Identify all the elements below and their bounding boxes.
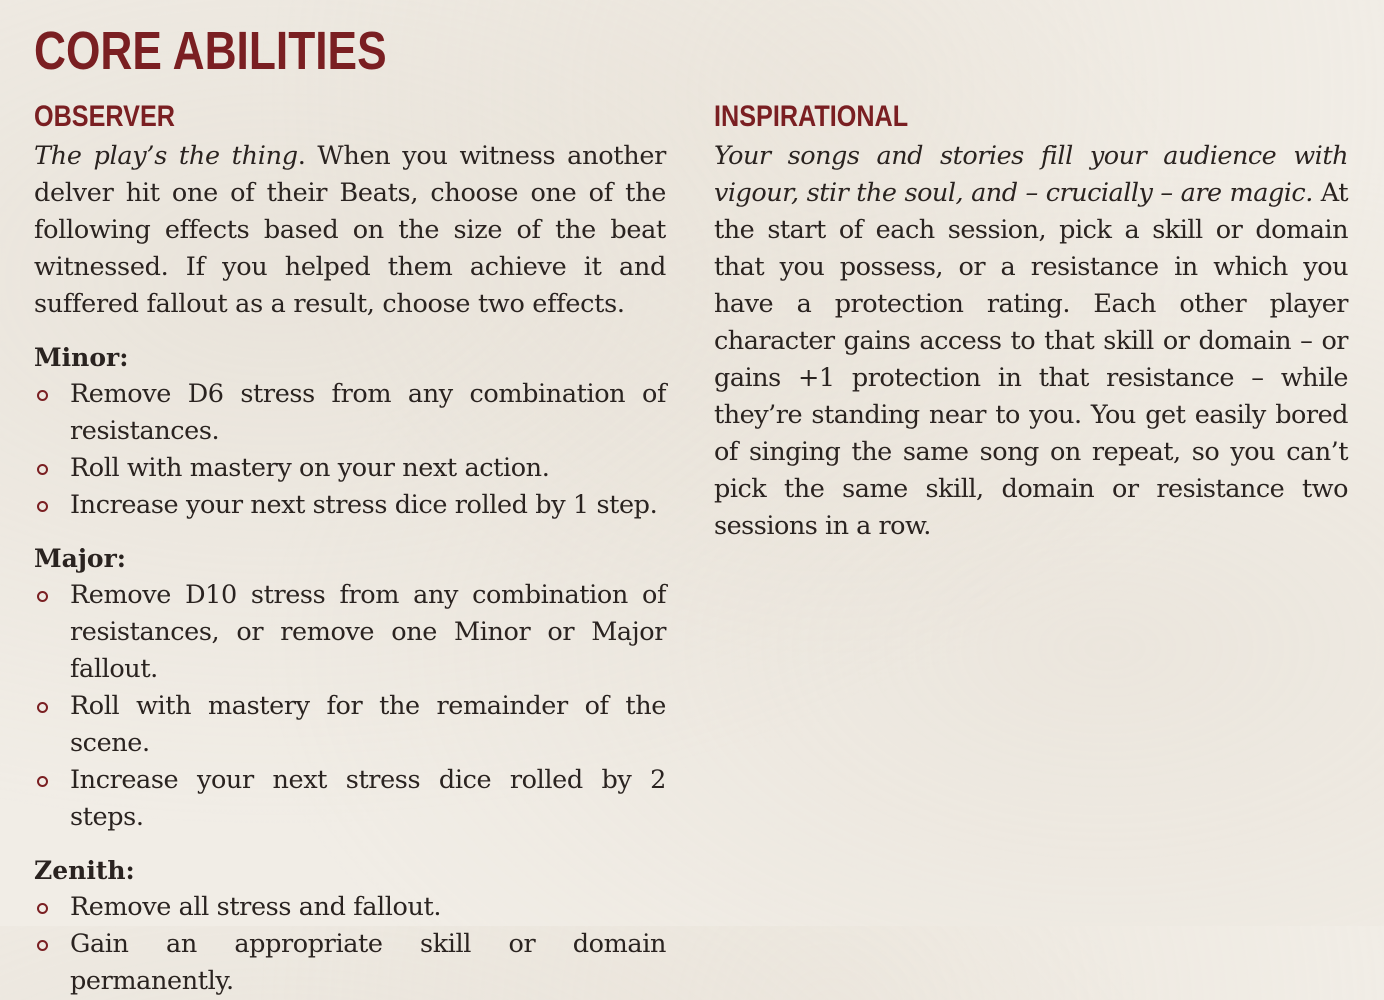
list-item: Remove D6 stress from any combination of resistances. xyxy=(34,376,666,450)
observer-body: . When you witness another delver hit one of their Beats, choose one of the following effects based on the size of the beat witnessed. If you helped them achieve it and suffered fallout as a result, choose two effects. xyxy=(34,141,667,319)
bullet-icon xyxy=(37,464,48,475)
inspirational-section xyxy=(714,98,1348,545)
bullet-icon xyxy=(37,940,48,951)
bullet-icon xyxy=(37,903,48,914)
tier-heading-major: Major: xyxy=(34,544,126,573)
list-item: Roll with mastery on your next action. xyxy=(34,450,666,487)
tier-heading-zenith: Zenith: xyxy=(34,856,135,885)
inspirational-body: At the start of each session, pick a skill or domain that you possess, or a resistance in which you have a protection rating. Each other player character gains access to that skill or domain – or gains +1 protection in that resistance – while they’re standing near to you. You get easily bored of singing the same song on repeat, so you can’t pick the same skill, domain or resistance two sessions in a row. xyxy=(714,178,1348,541)
inspirational-description xyxy=(714,138,1348,545)
list-item: Increase your next stress dice rolled by 1 step. xyxy=(34,487,666,524)
observer-section xyxy=(34,98,666,1000)
observer-description xyxy=(34,138,666,323)
list-item: Gain an appropriate skill or domain permanently. xyxy=(34,926,666,1000)
observer-lead: The play’s the thing xyxy=(34,141,298,171)
inspirational-lead: Your songs and stories fill your audience with vigour, stir the soul, and – crucially – are magic. xyxy=(714,141,1348,208)
tier-minor xyxy=(34,339,666,524)
tier-heading-minor: Minor: xyxy=(34,343,129,372)
inspirational-title: INSPIRATIONAL xyxy=(714,100,909,133)
observer-title: OBSERVER xyxy=(34,100,175,133)
bullet-icon xyxy=(37,702,48,713)
list-item: Roll with mastery for the remainder of the scene. xyxy=(34,688,666,762)
tier-list-major xyxy=(34,577,666,836)
page-title: CORE ABILITIES xyxy=(34,21,387,81)
tier-list-minor xyxy=(34,376,666,524)
tier-major xyxy=(34,540,666,836)
tier-zenith xyxy=(34,852,666,1000)
bullet-icon xyxy=(37,390,48,401)
list-item: Remove all stress and fallout. xyxy=(34,889,666,926)
list-item: Increase your next stress dice rolled by 2 steps. xyxy=(34,762,666,836)
bullet-icon xyxy=(37,591,48,602)
bullet-icon xyxy=(37,501,48,512)
list-item: Remove D10 stress from any combination of resistances, or remove one Minor or Major fallout. xyxy=(34,577,666,688)
bullet-icon xyxy=(37,776,48,787)
tier-list-zenith xyxy=(34,889,666,1000)
